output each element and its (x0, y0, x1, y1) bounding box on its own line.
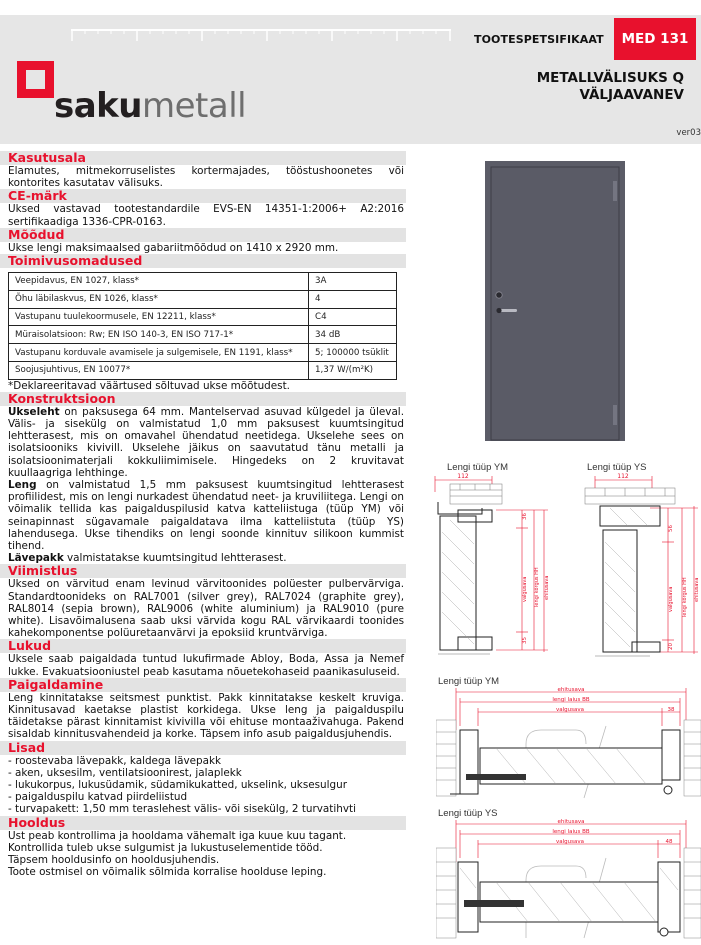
section-heading-kasutusala: Kasutusala (0, 151, 406, 165)
section-heading-lisad: Lisad (0, 741, 406, 755)
hooldus-text (0, 830, 406, 879)
svg-text:36: 36 (522, 513, 528, 520)
diagram-label-ym-horizontal: Lengi tüüp YM (438, 676, 500, 687)
table-row (9, 290, 397, 308)
svg-text:35: 35 (522, 637, 528, 644)
frame-section-ym-horizontal (436, 686, 701, 801)
svg-text:valgusava: valgusava (522, 576, 528, 602)
svg-text:ehitusava: ehitusava (557, 687, 585, 693)
leng-text: on valmistatud 1,5 mm paksusest kuumtsingitud lehtterasest profiilidest, mis on lengi nurkadest ühendatud neet- ja kruviliitega. Lengi on võimalik tellida kas paigalduspilusid katva katteliistuga (tüüp YM) või seinapinnast sügavamale paigaldatava ilma katteliistuta (tüüp YS) lahendusega. Ukse tihendiks on lengi soonde kinnituv silikoon kummist tihend. (8, 479, 404, 553)
ce-text: Uksed vastavad tootestandardile EVS-EN 14351-1:2006+ A2:2016 sertifikaadiga 1336-CPR-0163. (8, 203, 404, 228)
svg-text:112: 112 (457, 473, 469, 480)
moodud-text: Ukse lengi maksimaalsed gabariitmõõdud on 1410 x 2920 mm. (8, 241, 339, 254)
lock-bolt-icon (464, 900, 524, 907)
kasutusala-text: Elamutes, mitmekorruselistes kortermajades, tööstushoonetes või kontorites kasutatav välisuks. (8, 165, 404, 190)
list-item: - paigalduspilu katvad piirdeliistud (8, 791, 188, 804)
svg-text:56: 56 (668, 525, 674, 532)
list-item: - turvapakett: 1,50 mm teraslehest välis- või sisekülg, 2 turvatihvti (8, 803, 356, 816)
product-title (537, 70, 684, 104)
table-cell-property: Vastupanu korduvale avamisele ja sulgemisele, EN 1191, klass* (9, 344, 309, 362)
list-item: - roostevaba lävepakk, kaldega lävepakk (8, 754, 222, 767)
viimistlus-text: Uksed on värvitud enam levinud värvitoonides polüester pulbervärviga. Standardtoonideks on RAL7001 (silver grey), RAL7024 (graphite grey), RAL8014 (sepia brown), RAL9006 (white aluminium) ja RAL9010 (pure white). Lisavõimalusena saab uksi värvida kogu RAL värvikaardi toonides kahekomponentse polüuretaanvärvi ja epoksiid kruntvärviga. (8, 578, 404, 640)
term-leng: Leng (8, 479, 37, 492)
frame-section-ys-horizontal (436, 818, 701, 943)
brand-name-light: metall (142, 86, 247, 126)
table-cell-property: Vastupanu tuulekoormusele, EN 12211, klass* (9, 308, 309, 326)
frame-section-ys-vertical (570, 472, 701, 662)
svg-text:lengi laius BB: lengi laius BB (552, 697, 590, 703)
term-lavepakk: Lävepakk (8, 552, 64, 565)
table-cell-value: 4 (309, 290, 397, 308)
table-cell-property: Veepidavus, EN 1027, klass* (9, 273, 309, 291)
diagram-label-ys-vertical: Lengi tüüp YS (587, 462, 647, 473)
brand-name-bold: saku (54, 86, 142, 126)
table-cell-value: 34 dB (309, 326, 397, 344)
svg-text:20: 20 (668, 643, 674, 650)
table-footnote: *Deklareeritavad väärtused sõltuvad ukse mõõtudest. (8, 379, 290, 392)
table-cell-value: 5; 100000 tsüklit (309, 344, 397, 362)
door-image (485, 161, 625, 441)
hinge-icon (613, 181, 617, 201)
hooldus-line: Täpsem hooldusinfo on hooldusjuhendis. (8, 854, 220, 867)
hooldus-line: Toote ostmisel on võimalik sõlmida korralise hoolduse leping. (8, 866, 327, 879)
svg-text:ehitusava: ehitusava (544, 575, 550, 600)
lock-bolt-icon (466, 774, 526, 780)
lock-cylinder-icon (496, 292, 502, 298)
section-heading-hooldus: Hooldus (0, 816, 406, 830)
table-cell-value: 3A (309, 273, 397, 291)
frame-section-ym-vertical (430, 472, 550, 662)
hooldus-line: Kontrollida tuleb ukse sulgumist ja lukustuselementide tööd. (8, 841, 323, 854)
section-heading-lukud: Lukud (0, 639, 406, 653)
performance-table (8, 272, 397, 380)
spec-content (0, 151, 406, 879)
svg-text:112: 112 (617, 473, 629, 480)
svg-text:38: 38 (667, 707, 675, 713)
product-title-line2: VÄLJAAVANEV (579, 87, 684, 103)
hooldus-line: Ust peab kontrollima ja hooldama vähemalt iga kuue kuu tagant. (8, 829, 347, 842)
table-cell-value: C4 (309, 308, 397, 326)
svg-text:valgusava: valgusava (556, 707, 584, 713)
svg-text:48: 48 (665, 839, 673, 845)
ukseleht-text: on paksusega 64 mm. Mantelservad asuvad külgedel ja üleval. Välis- ja sisekülg on valmistatud 1,0 mm paksusest kuumtsingitud lehtterasest, mis on omavahel ühendatud neetidega. Ukselehe sees on isolatsiooniks kivivill. Ukselehe jäikus on saavutatud tänu metalli ja isolatsioonimaterjali kokkuliimimisele. Hingedeks on 2 kruvitavat kuullaagriga lehthinge. (8, 405, 404, 479)
table-row (9, 273, 397, 291)
konstruktsioon-ukseleht (0, 406, 406, 479)
ruler-decoration (71, 29, 451, 43)
product-code-badge: MED 131 (614, 18, 696, 60)
lavepakk-text: valmistatakse kuumtsingitud lehtterasest. (63, 552, 287, 565)
product-title-line1: METALLVÄLISUKS Q (536, 70, 684, 86)
svg-text:lengi kõrgus HH: lengi kõrgus HH (682, 577, 688, 617)
svg-text:valgusava: valgusava (556, 839, 584, 845)
konstruktsioon-leng (0, 479, 406, 552)
svg-text:lengi laius BB: lengi laius BB (552, 829, 590, 835)
section-heading-toimivus: Toimivusomadused (0, 254, 406, 268)
term-ukseleht: Ukseleht (8, 405, 60, 418)
svg-text:ehitusava: ehitusava (557, 819, 585, 825)
diagram-label-ym-vertical: Lengi tüüp YM (447, 462, 509, 473)
section-heading-viimistlus: Viimistlus (0, 564, 406, 578)
table-cell-value: 1,37 W/(m²K) (309, 362, 397, 380)
table-cell-property: Müraisolatsioon: Rw; EN ISO 140-3, EN ISO 717-1* (9, 326, 309, 344)
brand-logo (54, 86, 247, 126)
spec-label: TOOTESPETSIFIKAAT (474, 33, 604, 46)
section-heading-moodud: Mõõdud (0, 228, 406, 242)
list-item: - lukukorpus, lukusüdamik, südamikukatted, ukselink, uksesulgur (8, 779, 347, 792)
table-cell-property: Õhu läbilaskvus, EN 1026, klass* (9, 290, 309, 308)
svg-text:valgusava: valgusava (668, 586, 674, 612)
svg-text:lengi kõrgus HH: lengi kõrgus HH (534, 567, 540, 607)
svg-text:ehitusava: ehitusava (694, 577, 700, 602)
paigaldamine-text: Leng kinnitatakse seitsmest punktist. Pakk kinnitatakse keskelt kruviga. Kinnitusavad kaetakse plastist korkidega. Ukse leng ja paigalduspilu täidetakse pärast kinnitamist kivivilla või ehituse montaaživahuga. Pakend sisaldab kinnitusvahendeid ja korke. Täpsem info asub paigaldusjuhendis. (8, 691, 404, 741)
version-label: ver03 (676, 128, 701, 138)
section-heading-paigaldamine: Paigaldamine (0, 678, 406, 692)
table-row (9, 362, 397, 380)
lukud-text: Uksele saab paigaldada tuntud lukufirmade Abloy, Boda, Assa ja Nemef lukke. Evakuatsiooniustel peab kasutama nõuetekohaseid paanikasuluseid. (8, 653, 404, 678)
list-item: - aken, uksesilm, ventilatsioonirest, jalaplekk (8, 766, 242, 779)
logo-mark-icon (17, 61, 54, 98)
hinge-icon (613, 405, 617, 425)
table-row (9, 326, 397, 344)
table-row (9, 344, 397, 362)
diagram-label-ys-horizontal: Lengi tüüp YS (438, 808, 498, 819)
table-cell-property: Soojusjuhtivus, EN 10077* (9, 362, 309, 380)
document-header (0, 15, 701, 144)
table-row (9, 308, 397, 326)
section-heading-ce: CE-märk (0, 189, 406, 203)
lisad-list (0, 755, 406, 816)
section-heading-konstruktsioon: Konstruktsioon (0, 392, 406, 406)
